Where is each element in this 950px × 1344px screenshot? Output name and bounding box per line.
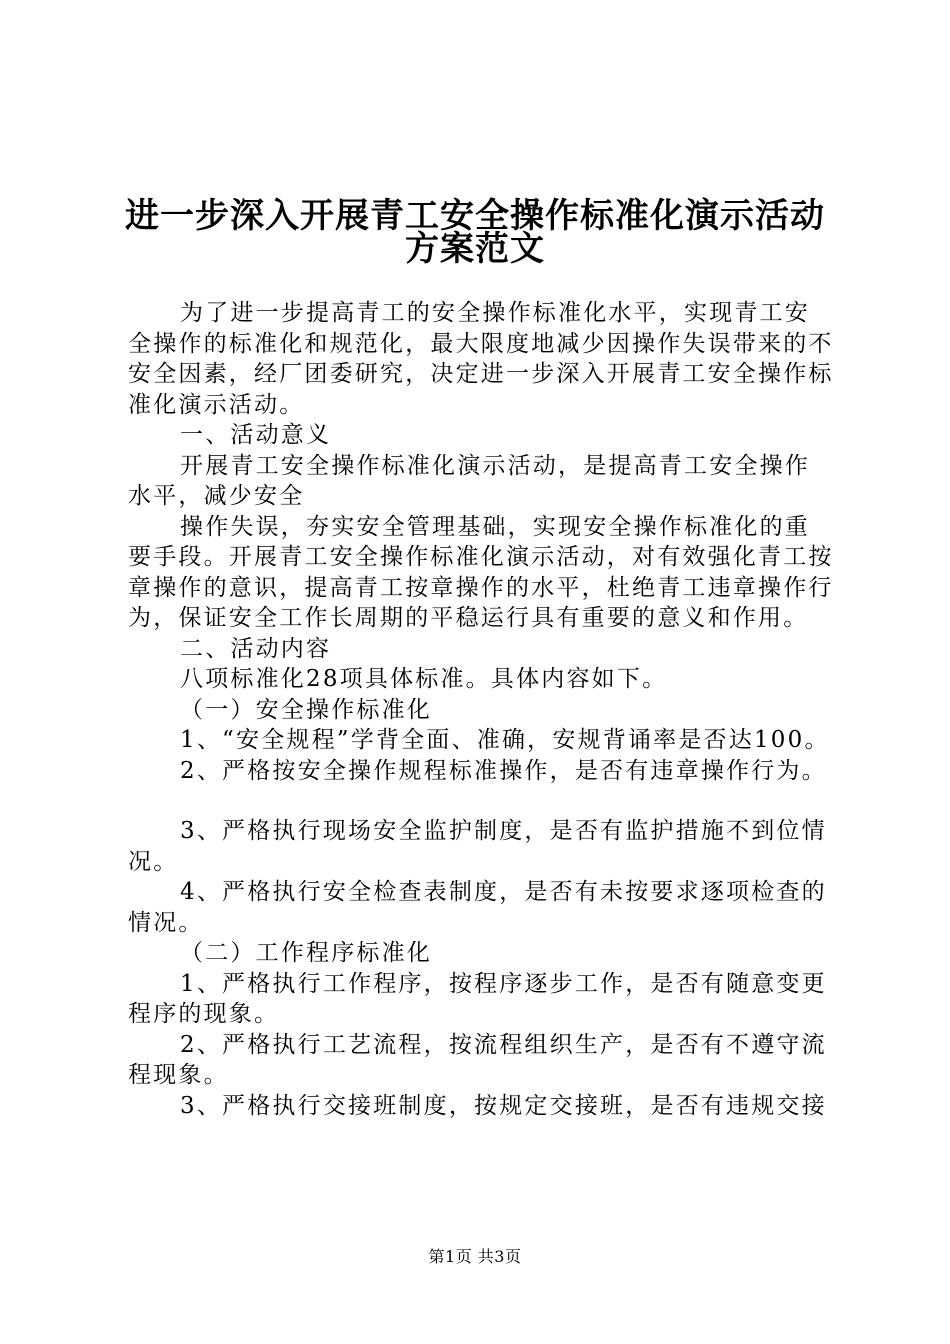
intro-paragraph: 为了进一步提高青工的安全操作标准化水平，实现青工安全操作的标准化和规范化，最大限度地减少因操作失误带来的不安全因素，经厂团委研究，决定进一步深入开展青工安全操作标准化演示活动。 bbox=[128, 300, 834, 418]
document-body bbox=[128, 298, 834, 1121]
body-paragraph: 操作失误，夯实安全管理基础，实现安全操作标准化的重要手段。开展青工安全操作标准化演示活动，对有效强化青工按章操作的意识，提高青工按章操作的水平，杜绝青工违章操作行为，保证安全工作长周期的平稳运行具有重要的意义和作用。 bbox=[128, 513, 834, 631]
document-title-line-1: 进一步深入开展青工安全操作标准化演示活动 bbox=[125, 196, 825, 236]
list-item: 1、“安全规程”学背全面、准确，安规背诵率是否达100。 bbox=[180, 727, 830, 753]
body-paragraph: 开展青工安全操作标准化演示活动，是提高青工安全操作水平，减少安全 bbox=[128, 452, 810, 509]
body-paragraph: 八项标准化28项具体标准。具体内容如下。 bbox=[180, 666, 668, 692]
list-item: 2、严格执行工艺流程，按流程组织生产，是否有不遵守流程现象。 bbox=[128, 1031, 827, 1088]
page-footer: 第1页 共3页 bbox=[428, 1247, 522, 1266]
subsection-heading: （一）安全操作标准化 bbox=[180, 696, 432, 723]
list-item: 3、严格执行现场安全监护制度，是否有监护措施不到位情况。 bbox=[128, 818, 827, 875]
list-item: 4、严格执行安全检查表制度，是否有未按要求逐项检查的情况。 bbox=[128, 879, 827, 936]
document-title-line-2: 方案范文 bbox=[405, 229, 545, 269]
section-heading-significance: 一、活动意义 bbox=[180, 422, 332, 448]
subsection-heading: （二）工作程序标准化 bbox=[180, 940, 432, 966]
list-item: 1、严格执行工作程序，按程序逐步工作，是否有随意变更程序的现象。 bbox=[128, 970, 827, 1027]
list-item: 2、严格按安全操作规程标准操作，是否有违章操作行为。 bbox=[180, 757, 827, 784]
list-item: 3、严格执行交接班制度，按规定交接班，是否有违规交接 bbox=[180, 1092, 827, 1119]
section-heading-content: 二、活动内容 bbox=[180, 635, 332, 662]
